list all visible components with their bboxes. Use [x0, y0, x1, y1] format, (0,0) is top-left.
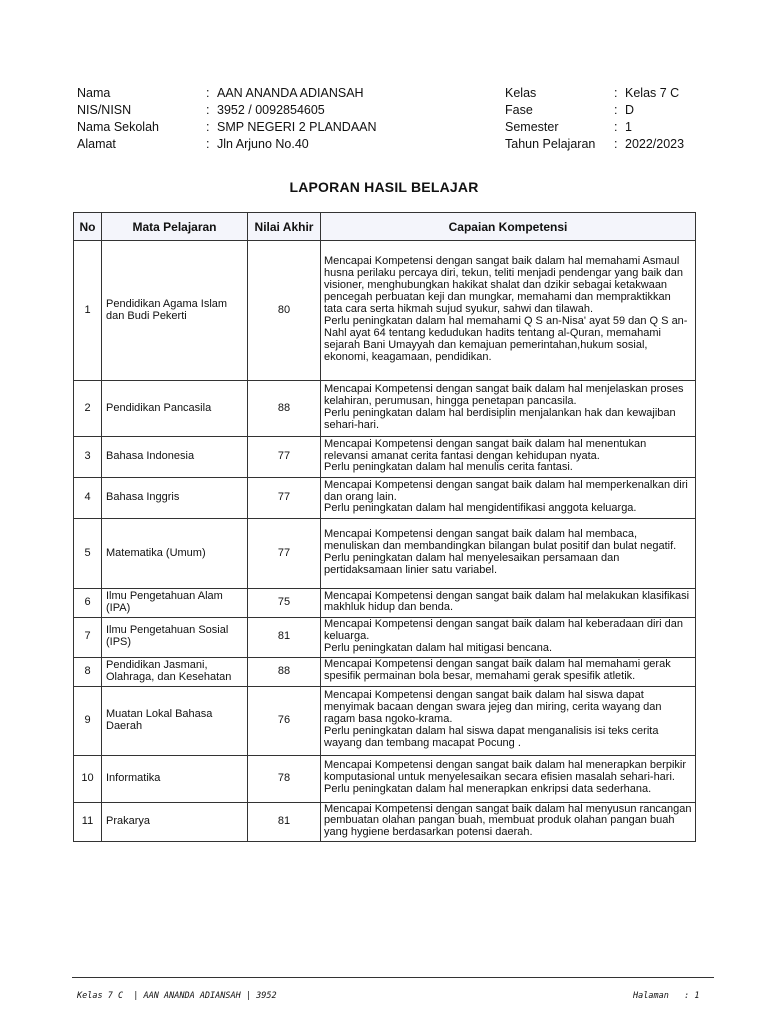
table-row — [74, 381, 696, 437]
row-score: 76 — [248, 686, 321, 755]
row-subject: Ilmu Pengetahuan Sosial (IPS) — [102, 617, 248, 657]
row-number: 10 — [74, 755, 102, 802]
report-title: LAPORAN HASIL BELAJAR — [289, 179, 479, 195]
info-label: NIS/NISN — [77, 103, 132, 117]
table-row — [74, 802, 696, 842]
row-number: 6 — [74, 589, 102, 618]
student-info-right — [505, 85, 684, 153]
row-subject: Bahasa Inggris — [102, 478, 248, 519]
info-label: Nama Sekolah — [77, 120, 159, 134]
grades-table — [73, 212, 696, 842]
row-number: 1 — [74, 241, 102, 381]
footer-page-number: Halaman : 1 — [633, 991, 700, 1001]
info-separator: : — [614, 86, 618, 100]
info-value-class: Kelas 7 C — [625, 86, 680, 100]
table-row — [74, 686, 696, 755]
info-label: Tahun Pelajaran — [505, 137, 596, 151]
competency-paragraph: Mencapai Kompetensi dengan sangat baik dalam hal memahami Asmaul husna perilaku percaya diri, tekun, teliti menjadi pendengar yang baik dan visioner, menghubungkan hakikat shalat dan dzikir sebagai ketakwaan pencegah perbuatan keji dan mungkar, memahami dan mempraktikkan tata cara serta hikmah sujud syukur, sahwi dan tilawah. — [324, 255, 683, 316]
row-subject: Muatan Lokal Bahasa Daerah — [102, 686, 248, 755]
info-separator: : — [614, 103, 618, 117]
row-score: 77 — [248, 437, 321, 478]
header-competency: Capaian Kompetensi — [321, 213, 696, 241]
row-subject: Informatika — [102, 755, 248, 802]
competency-paragraph: Perlu peningkatan dalam hal menulis cerita fantasi. — [324, 461, 573, 474]
info-separator: : — [614, 137, 618, 151]
row-number: 9 — [74, 686, 102, 755]
info-label: Alamat — [77, 137, 116, 151]
info-label: Kelas — [505, 86, 537, 100]
table-row — [74, 478, 696, 519]
row-score: 88 — [248, 657, 321, 686]
header-subject: Mata Pelajaran — [102, 213, 248, 241]
info-value-year: 2022/2023 — [625, 137, 685, 151]
row-competency — [321, 802, 696, 842]
info-row-phase — [505, 102, 684, 119]
competency-paragraph: Perlu peningkatan dalam hal siswa dapat menganalisis isi teks cerita wayang dan tembang macapat Pocung . — [324, 724, 659, 749]
row-score: 81 — [248, 617, 321, 657]
row-competency — [321, 478, 696, 519]
info-row-nisn — [77, 102, 377, 119]
info-row-address — [77, 136, 377, 153]
info-value-school: SMP NEGERI 2 PLANDAAN — [217, 120, 377, 134]
row-number: 11 — [74, 802, 102, 842]
row-subject: Ilmu Pengetahuan Alam (IPA) — [102, 589, 248, 618]
row-score: 88 — [248, 381, 321, 437]
info-row-year — [505, 136, 684, 153]
competency-paragraph: Mencapai Kompetensi dengan sangat baik dalam hal keberadaan diri dan keluarga. — [324, 617, 683, 642]
info-row-school — [77, 119, 377, 136]
competency-paragraph: Mencapai Kompetensi dengan sangat baik dalam hal membaca, menuliskan dan membandingkan bilangan bulat positif dan bulat negatif. — [324, 528, 677, 553]
header-no: No — [74, 213, 102, 241]
competency-paragraph: Mencapai Kompetensi dengan sangat baik dalam hal melakukan klasifikasi makhluk hidup dan benda. — [324, 589, 690, 614]
info-separator: : — [206, 103, 210, 117]
row-score: 75 — [248, 589, 321, 618]
row-number: 4 — [74, 478, 102, 519]
row-competency — [321, 519, 696, 589]
row-score: 80 — [248, 241, 321, 381]
info-separator: : — [614, 120, 618, 134]
row-subject: Pendidikan Agama Islam dan Budi Pekerti — [102, 241, 248, 381]
table-row — [74, 437, 696, 478]
competency-paragraph: Mencapai Kompetensi dengan sangat baik dalam hal menentukan relevansi amanat cerita fantasi dengan kehidupan nyata. — [324, 437, 647, 462]
footer-student-info: Kelas 7 C | AAN ANANDA ADIANSAH | 3952 — [77, 991, 277, 1001]
competency-paragraph: Perlu peningkatan dalam hal menyelesaikan persamaan dan pertidaksamaan linier satu variabel. — [324, 552, 620, 576]
competency-paragraph: Perlu peningkatan dalam hal mengidentifikasi anggota keluarga. — [324, 502, 637, 515]
competency-paragraph: Mencapai Kompetensi dengan sangat baik dalam hal menjelaskan proses kelahiran, perumusan, hingga penetapan pancasila. — [324, 383, 684, 408]
table-body — [74, 241, 696, 842]
row-competency — [321, 657, 696, 686]
table-row — [74, 657, 696, 686]
table-row — [74, 241, 696, 381]
info-label: Fase — [505, 103, 533, 117]
info-label: Semester — [505, 120, 559, 134]
info-row-class — [505, 85, 684, 102]
row-number: 3 — [74, 437, 102, 478]
header-score: Nilai Akhir — [248, 213, 321, 241]
competency-paragraph: Mencapai Kompetensi dengan sangat baik dalam hal memahami gerak spesifik permainan bola besar, memahami gerak spesifik atletik. — [324, 658, 671, 683]
info-row-semester — [505, 119, 684, 136]
table-header-row — [74, 213, 696, 241]
info-row-name — [77, 85, 377, 102]
info-value-nisn: 3952 / 0092854605 — [217, 103, 325, 117]
competency-paragraph: Perlu peningkatan dalam hal memahami Q S an-Nisa' ayat 59 dan Q S an-Nahl ayat 64 tentang kedudukan hadits tentang al-Quran, memahami sejarah Bani Umayyah dan kemajuan pemerintahan,hukum sosial, ekonomi, keagamaan, pendidikan. — [324, 314, 688, 363]
row-competency — [321, 686, 696, 755]
row-score: 78 — [248, 755, 321, 802]
info-label: Nama — [77, 86, 111, 100]
student-info-left — [77, 85, 377, 153]
competency-paragraph: Mencapai Kompetensi dengan sangat baik dalam hal siswa dapat menyimak bacaan dengan swara jejeg dan miring, cerita wayang dan ragam basa ngoko-krama. — [324, 689, 662, 726]
row-subject: Pendidikan Jasmani, Olahraga, dan Kesehatan — [102, 657, 248, 686]
info-value-phase: D — [625, 103, 635, 117]
competency-paragraph: Perlu peningkatan dalam hal berdisiplin menjalankan hak dan kewajiban sehari-hari. — [324, 407, 676, 431]
info-separator: : — [206, 86, 210, 100]
row-competency — [321, 589, 696, 618]
competency-paragraph: Mencapai Kompetensi dengan sangat baik dalam hal menerapkan berpikir komputasional untuk menyelesaikan secara efisien masalah sehari-hari. — [324, 759, 687, 784]
row-subject: Bahasa Indonesia — [102, 437, 248, 478]
row-number: 5 — [74, 519, 102, 589]
row-subject: Matematika (Umum) — [102, 519, 248, 589]
row-score: 77 — [248, 519, 321, 589]
competency-paragraph: Perlu peningkatan dalam hal menerapkan enkripsi data sederhana. — [324, 782, 652, 795]
row-competency — [321, 437, 696, 478]
row-competency — [321, 617, 696, 657]
competency-paragraph: Perlu peningkatan dalam hal mitigasi bencana. — [324, 641, 553, 654]
row-competency — [321, 755, 696, 802]
row-competency — [321, 241, 696, 381]
table-row — [74, 617, 696, 657]
row-number: 7 — [74, 617, 102, 657]
info-separator: : — [206, 137, 210, 151]
info-value-semester: 1 — [625, 120, 632, 134]
row-number: 2 — [74, 381, 102, 437]
table-row — [74, 589, 696, 618]
row-score: 77 — [248, 478, 321, 519]
info-value-name: AAN ANANDA ADIANSAH — [217, 86, 364, 100]
row-score: 81 — [248, 802, 321, 842]
table-row — [74, 755, 696, 802]
info-separator: : — [206, 120, 210, 134]
row-competency — [321, 381, 696, 437]
table-row — [74, 519, 696, 589]
footer-divider — [72, 977, 714, 978]
row-subject: Prakarya — [102, 802, 248, 842]
row-number: 8 — [74, 657, 102, 686]
info-value-address: Jln Arjuno No.40 — [217, 137, 309, 151]
competency-paragraph: Mencapai Kompetensi dengan sangat baik dalam hal menyusun rancangan pembuatan olahan pangan buah, membuat produk olahan pangan buah yang hygiene berdasarkan potensi daerah. — [324, 802, 692, 839]
row-subject: Pendidikan Pancasila — [102, 381, 248, 437]
competency-paragraph: Mencapai Kompetensi dengan sangat baik dalam hal memperkenalkan diri dan orang lain. — [324, 478, 688, 503]
